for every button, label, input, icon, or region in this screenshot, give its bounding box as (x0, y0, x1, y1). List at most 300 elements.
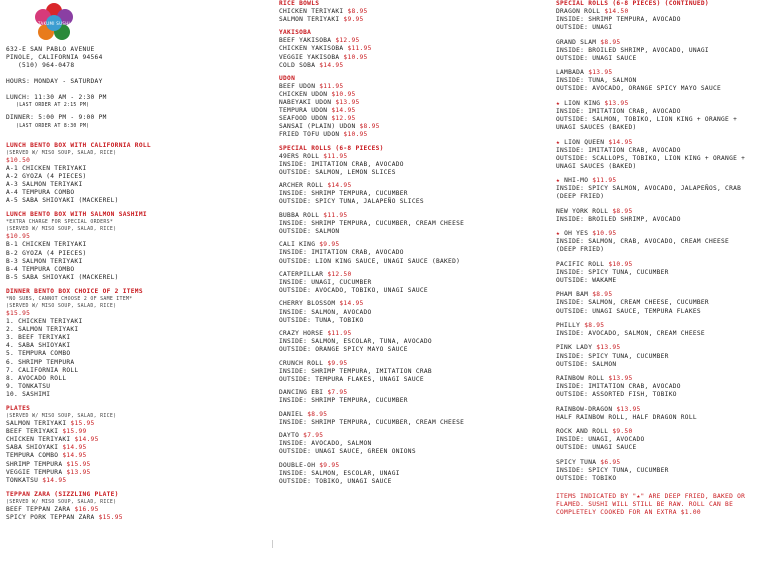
roll-header (279, 212, 539, 220)
roll-price: $9.50 (612, 428, 633, 436)
roll-item (556, 322, 778, 338)
menu-item-name: BEEF TERIYAKI (6, 428, 59, 436)
roll-name: CATERPILLAR (279, 270, 324, 278)
roll-description: INSIDE: SHRIMP TEMPURA, CUCUMBER, CREAM CHEESE (279, 418, 465, 426)
roll-name: DOUBLE-OH (279, 461, 316, 469)
menu-item-price: $15.95 (66, 460, 91, 468)
menu-item (6, 383, 256, 391)
menu-item (6, 173, 256, 181)
roll-header (279, 330, 539, 338)
menu-item-name: CHICKEN YAKISOBA (279, 45, 344, 53)
roll-item (556, 344, 778, 368)
menu-section (279, 0, 539, 24)
roll-description: INSIDE: SALMON, AVOCADO (279, 308, 372, 316)
roll-price: $13.95 (596, 344, 621, 352)
menu-item (6, 334, 256, 342)
roll-name: ROCK AND ROLL (556, 428, 609, 436)
roll-item (556, 177, 778, 201)
section-price: $10.95 (6, 233, 31, 241)
lunch-note: (LAST ORDER AT 2:15 PM) (16, 103, 90, 109)
roll-item (556, 375, 778, 399)
menu-item-name: B-4 TEMPURA COMBO (6, 265, 75, 273)
roll-header (279, 411, 539, 419)
roll-price: $10.95 (592, 230, 617, 238)
roll-description: INSIDE: IMITATION CRAB, AVOCADO (556, 383, 681, 391)
menu-item-name: 3. BEEF TERIYAKI (6, 334, 71, 342)
menu-section (279, 75, 539, 140)
menu-item-name: SHRIMP TEMPURA (6, 460, 63, 468)
roll-name: LION KING (564, 99, 601, 107)
roll-description: INSIDE: SALMON, ESCOLAR, TUNA, AVOCADO (279, 338, 432, 346)
roll-item (556, 459, 778, 483)
roll-description: UNAGI SAUCES (BAKED) (556, 162, 637, 170)
roll-description: OUTSIDE: UNAGI SAUCE (556, 54, 637, 62)
section-title: LUNCH BENTO BOX WITH SALMON SASHIMI (6, 211, 147, 219)
roll-description: INSIDE: BROILED SHRIMP, AVOCADO (556, 215, 681, 223)
section-title: PLATES (6, 405, 31, 412)
menu-item-name: BEEF TEPPAN ZARA (6, 505, 71, 513)
roll-item (556, 291, 778, 315)
menu-item-name: 9. TONKATSU (6, 382, 51, 390)
roll-price: $9.95 (327, 359, 348, 367)
section-note: (SERVED W/ MISO SOUP, SALAD, RICE) (6, 498, 117, 505)
roll-header (556, 459, 778, 467)
special-rolls-list (279, 153, 539, 486)
menu-item (279, 62, 539, 70)
roll-description: INSIDE: UNAGI, CUCUMBER (279, 279, 372, 286)
roll-name: NHI-MO (564, 177, 589, 185)
roll-header (556, 139, 778, 147)
roll-name: PHILLY (556, 321, 581, 329)
roll-price: $9.95 (319, 461, 340, 469)
roll-header (279, 300, 539, 308)
roll-description: OUTSIDE: ASSORTED FISH, TOBIKO (556, 391, 677, 399)
menu-item (279, 131, 539, 139)
menu-item (6, 469, 256, 477)
special-rolls-title: SPECIAL ROLLS (6-8 PIECES) (279, 144, 384, 152)
menu-item (279, 107, 539, 115)
section-title: LUNCH BENTO BOX WITH CALIFORNIA ROLL (6, 141, 151, 149)
section-price: $10.50 (6, 156, 31, 164)
roll-header (556, 375, 778, 383)
menu-item (6, 477, 256, 485)
noodle-sections (279, 0, 539, 140)
roll-price: $12.50 (327, 270, 352, 278)
roll-description: INSIDE: SPICY TUNA, CUCUMBER (556, 268, 669, 276)
section-note: *NO SUBS, CANNOT CHOOSE 2 OF SAME ITEM* (6, 295, 133, 302)
roll-description: OUTSIDE: TUNA, TOBIKO (279, 316, 364, 324)
menu-column-1 (6, 0, 256, 522)
menu-item-name: VEGGIE YAKISOBA (279, 53, 340, 61)
roll-description: OUTSIDE: TOBIKO (556, 474, 617, 482)
menu-column-3 (556, 0, 778, 517)
roll-name: GRAND SLAM (556, 38, 597, 46)
roll-description: INSIDE: AVOCADO, SALMON (279, 440, 372, 448)
menu-column-2 (279, 0, 539, 486)
flower-logo-icon (30, 2, 78, 46)
menu-item-name: VEGGIE TEMPURA (6, 468, 63, 476)
menu-item (6, 350, 256, 358)
menu-item-name: COLD SOBA (279, 61, 316, 69)
roll-item (556, 230, 778, 254)
roll-item (279, 389, 539, 405)
roll-item (279, 182, 539, 206)
menu-item (6, 181, 256, 189)
roll-price: $8.95 (612, 207, 633, 215)
roll-description: (DEEP FRIED) (556, 246, 605, 254)
section-title: TEPPAN ZARA (SIZZLING PLATE) (6, 490, 119, 498)
roll-name: OH YES (564, 230, 589, 238)
menu-item-name: 4. SABA SHIOYAKI (6, 342, 71, 350)
menu-item (6, 274, 256, 282)
column-divider (272, 540, 273, 548)
roll-description: INSIDE: IMITATION CRAB, AVOCADO (279, 160, 404, 168)
roll-name: DANIEL (279, 410, 304, 418)
roll-name: LAMBADA (556, 69, 585, 77)
phone-number: (510) 964-0478 (18, 62, 75, 70)
roll-item (279, 411, 539, 427)
menu-item-price: $14.95 (62, 444, 87, 452)
roll-description: INSIDE: SPICY TUNA, CUCUMBER (556, 466, 669, 474)
menu-item (279, 91, 539, 99)
roll-price: $13.95 (588, 69, 613, 77)
roll-name: RAINBOW-DRAGON (556, 405, 613, 413)
roll-item (556, 261, 778, 285)
roll-description: OUTSIDE: UNAGI SAUCE (556, 444, 637, 452)
menu-item (6, 444, 256, 452)
roll-price: $6.95 (600, 458, 621, 466)
menu-item (6, 375, 256, 383)
section-title: RICE BOWLS (279, 0, 320, 7)
roll-item (556, 39, 778, 63)
roll-price: $11.95 (592, 177, 617, 185)
menu-item (6, 420, 256, 428)
roll-header (556, 8, 778, 16)
roll-price: $11.95 (323, 152, 348, 160)
menu-section (6, 142, 256, 206)
menu-item-name: B-5 SABA SHIOYAKI (MACKEREL) (6, 273, 119, 281)
menu-item (279, 37, 539, 45)
menu-item-price: $10.95 (331, 90, 356, 98)
menu-item-price: $15.95 (70, 420, 95, 428)
menu-item-name: SABA SHIOYAKI (6, 444, 59, 452)
roll-header (279, 360, 539, 368)
menu-item (6, 266, 256, 274)
menu-item-price: $10.95 (343, 131, 368, 139)
section-title: DINNER BENTO BOX CHOICE OF 2 ITEMS (6, 287, 143, 295)
menu-section (6, 211, 256, 282)
roll-price: $7.95 (327, 389, 348, 397)
roll-header (556, 39, 778, 47)
roll-description: OUTSIDE: AVOCADO, ORANGE SPICY MAYO SAUCE (556, 85, 722, 93)
roll-description: INSIDE: IMITATION CRAB, AVOCADO (556, 146, 681, 154)
menu-item-name: CHICKEN TERIYAKI (6, 436, 71, 444)
address-line-2: PINOLE, CALIFORNIA 94564 (6, 54, 103, 62)
menu-item-price: $11.95 (319, 82, 344, 90)
roll-item (556, 69, 778, 93)
menu-item-price: $14.95 (62, 452, 87, 460)
roll-price: $13.95 (604, 99, 629, 107)
roll-price: $13.95 (616, 405, 641, 413)
menu-item-price: $11.95 (347, 45, 372, 53)
menu-item-name: A-3 SALMON TERIYAKI (6, 180, 83, 188)
roll-description: OUTSIDE: AVOCADO, TOBIKO, UNAGI SAUCE (279, 287, 428, 295)
star-icon: ★ (556, 138, 561, 146)
roll-price: $14.95 (327, 182, 352, 190)
menu-item-name: SEAFOOD UDON (279, 115, 328, 123)
menu-item (279, 16, 539, 24)
address-line-1: 632-E SAN PABLO AVENUE (6, 46, 95, 53)
roll-description: INSIDE: BROILED SHRIMP, AVOCADO, UNAGI (556, 46, 709, 54)
menu-item (279, 83, 539, 91)
special-rolls-continued-list (556, 8, 778, 483)
roll-header (279, 462, 539, 470)
roll-item (279, 212, 539, 236)
menu-item (279, 45, 539, 53)
menu-item-price: $13.95 (66, 468, 91, 476)
menu-section (6, 491, 256, 522)
menu-item (6, 318, 256, 326)
roll-description: UNAGI SAUCES (BAKED) (556, 124, 637, 132)
menu-item-name: A-1 CHICKEN TERIYAKI (6, 164, 87, 172)
roll-price: $8.95 (584, 321, 605, 329)
menu-item (6, 326, 256, 334)
menu-item-name: SANSAI (PLAIN) UDON (279, 123, 356, 131)
roll-description: INSIDE: UNAGI, AVOCADO (556, 436, 645, 444)
star-icon: ★ (556, 177, 561, 185)
menu-item-name: SPICY PORK TEPPAN ZARA (6, 514, 95, 522)
hours-label: HOURS: MONDAY - SATURDAY (6, 78, 103, 86)
roll-description: OUTSIDE: SALMON (556, 360, 617, 368)
roll-header (556, 291, 778, 299)
menu-item (6, 165, 256, 173)
menu-item-price: $13.95 (335, 99, 360, 107)
star-icon: ★ (556, 99, 561, 107)
menu-item-price: $14.95 (331, 107, 356, 115)
roll-item (279, 462, 539, 486)
section-note: (SERVED W/ MISO SOUP, SALAD, RICE) (6, 226, 117, 233)
section-note: *EXTRA CHARGE FOR SPECIAL ORDERS* (6, 219, 114, 226)
roll-price: $14.50 (604, 8, 629, 16)
menu-item (279, 99, 539, 107)
menu-item (6, 461, 256, 469)
roll-name: PACIFIC ROLL (556, 260, 605, 268)
menu-item-price: $14.95 (319, 61, 344, 69)
roll-description: INSIDE: AVOCADO, SALMON, CREAM CHEESE (556, 330, 705, 338)
menu-item-name: CHICKEN TERIYAKI (279, 8, 344, 16)
menu-item-price: $15.99 (62, 428, 87, 436)
roll-price: $11.95 (323, 211, 348, 219)
roll-description: OUTSIDE: UNAGI SAUCE, GREEN ONIONS (279, 448, 416, 456)
roll-header (279, 271, 539, 279)
roll-header (556, 230, 778, 238)
menu-item (6, 189, 256, 197)
footnote (556, 493, 778, 517)
roll-description: OUTSIDE: SALMON, TOBIKO, LION KING + ORANGE + (556, 116, 738, 124)
roll-item (279, 432, 539, 456)
roll-price: $11.95 (327, 330, 352, 338)
menu-item (6, 250, 256, 258)
roll-description: OUTSIDE: LION KING SAUCE, UNAGI SAUCE (BAKED) (279, 257, 461, 265)
roll-header (556, 322, 778, 330)
section-title: UDON (279, 74, 296, 82)
roll-description: INSIDE: SHRIMP TEMPURA, CUCUMBER, CREAM CHEESE (279, 219, 465, 227)
roll-description: INSIDE: SALMON, ESCOLAR, UNAGI (279, 469, 400, 477)
menu-item-name: A-2 GYOZA (4 PIECES) (6, 172, 87, 180)
roll-item (556, 100, 778, 132)
menu-item-name: FRIED TOFU UDON (279, 131, 340, 139)
roll-header (556, 406, 778, 414)
roll-description: OUTSIDE: SALMON (279, 227, 340, 235)
roll-price: $8.95 (592, 291, 613, 299)
roll-item (279, 300, 539, 324)
roll-description: INSIDE: SHRIMP TEMPURA, CUCUMBER (279, 190, 408, 198)
roll-price: $8.95 (307, 410, 328, 418)
menu-item-name: 8. AVOCADO ROLL (6, 374, 67, 382)
logo-text: TAKUMI SUSHI (37, 21, 71, 26)
roll-description: HALF RAINBOW ROLL, HALF DRAGON ROLL (556, 413, 697, 421)
menu-item (6, 452, 256, 460)
menu-section (279, 29, 539, 69)
menu-item-price: $15.95 (98, 514, 123, 522)
menu-item-price: $16.95 (74, 505, 99, 513)
roll-description: INSIDE: SHRIMP TEMPURA, CUCUMBER (279, 397, 408, 405)
menu-item-name: 7. CALIFORNIA ROLL (6, 366, 79, 374)
menu-item-name: 10. SASHIMI (6, 390, 51, 398)
menu-item-name: BEEF UDON (279, 82, 316, 90)
roll-price: $8.95 (600, 38, 621, 46)
roll-description: OUTSIDE: UNAGI (556, 24, 613, 32)
roll-description: OUTSIDE: WAKAME (556, 277, 617, 284)
roll-item (279, 153, 539, 177)
menu-item-name: CHICKEN UDON (279, 90, 328, 98)
section-note: (SERVED W/ MISO SOUP, SALAD, RICE) (6, 413, 117, 420)
roll-description: OUTSIDE: SALMON, LEMON SLICES (279, 168, 396, 176)
menu-item-name: B-2 GYOZA (4 PIECES) (6, 249, 87, 257)
roll-price: $14.95 (339, 300, 364, 308)
roll-item (556, 428, 778, 452)
menu-item-price: $8.95 (347, 8, 368, 16)
roll-header (279, 432, 539, 440)
menu-item (6, 342, 256, 350)
section-title: YAKISOBA (279, 29, 312, 37)
roll-name: NEW YORK ROLL (556, 207, 609, 215)
menu-item (6, 506, 256, 514)
star-icon: ★ (556, 230, 561, 238)
dinner-hours: DINNER: 5:00 PM - 9:00 PM (6, 114, 107, 122)
roll-description: INSIDE: SPICY SALMON, AVOCADO, JALAPEÑOS, CRAB (556, 185, 742, 193)
roll-description: INSIDE: TUNA, SALMON (556, 77, 637, 85)
roll-name: PINK LADY (556, 344, 593, 352)
menu-item (6, 514, 256, 522)
roll-description: INSIDE: IMITATION CRAB, AVOCADO (279, 249, 404, 257)
roll-header (556, 344, 778, 352)
roll-item (556, 139, 778, 171)
menu-item-price: $10.95 (343, 53, 368, 61)
menu-item (6, 391, 256, 399)
section-price: $15.95 (6, 309, 31, 317)
menu-item-name: SALMON TERIYAKI (6, 420, 67, 428)
roll-price: $13.95 (608, 375, 633, 383)
roll-price: $14.95 (608, 138, 633, 146)
roll-header (279, 389, 539, 397)
roll-name: PHAM BAM (556, 291, 589, 299)
menu-item-price: $9.95 (343, 16, 364, 24)
roll-description: INSIDE: SPICY TUNA, CUCUMBER (556, 352, 669, 360)
menu-item (6, 258, 256, 266)
roll-item (279, 330, 539, 354)
roll-header (556, 69, 778, 77)
roll-description: OUTSIDE: SCALLOPS, TOBIKO, LION KING + ORANGE + (556, 154, 746, 162)
roll-header (556, 261, 778, 269)
menu-item-price: $12.95 (335, 37, 360, 45)
menu-item-name: NABEYAKI UDON (279, 99, 332, 107)
roll-header (279, 182, 539, 190)
roll-price: $10.95 (608, 260, 633, 268)
section-note: (SERVED W/ MISO SOUP, SALAD, RICE) (6, 149, 117, 156)
roll-name: DRAGON ROLL (556, 8, 601, 16)
menu-item (6, 359, 256, 367)
menu-item (6, 197, 256, 205)
menu-item (6, 428, 256, 436)
menu-item-name: 5. TEMPURA COMBO (6, 350, 71, 358)
menu-item (6, 436, 256, 444)
menu-item (279, 8, 539, 16)
roll-name: SPICY TUNA (556, 458, 597, 466)
col1-sections (6, 142, 256, 523)
roll-name: CHERRY BLOSSOM (279, 300, 336, 308)
roll-item (279, 360, 539, 384)
roll-name: BUBBA ROLL (279, 211, 320, 219)
roll-header (556, 100, 778, 108)
menu-item-name: A-4 TEMPURA COMBO (6, 189, 75, 197)
footnote-line: COMPLETELY COOKED FOR AN EXTRA $1.00 (556, 509, 701, 517)
menu-item (279, 123, 539, 131)
roll-description: INSIDE: SHRIMP TEMPURA, AVOCADO (556, 16, 681, 24)
menu-item-name: BEEF YAKISOBA (279, 37, 332, 45)
special-rolls-continued-title: SPECIAL ROLLS (6-8 PIECES) (CONTINUED) (556, 0, 709, 7)
restaurant-info (6, 46, 256, 130)
menu-item-name: 1. CHICKEN TERIYAKI (6, 318, 83, 326)
roll-name: CRUNCH ROLL (279, 359, 324, 367)
roll-price: $7.95 (303, 432, 324, 440)
roll-item (556, 8, 778, 32)
roll-name: RAINBOW ROLL (556, 375, 605, 383)
menu-item-price: $14.95 (42, 476, 67, 484)
menu-item-name: A-5 SABA SHIOYAKI (MACKEREL) (6, 197, 119, 205)
roll-header (556, 208, 778, 216)
menu-item (279, 54, 539, 62)
menu-item-name: 2. SALMON TERIYAKI (6, 326, 79, 334)
roll-name: ARCHER ROLL (279, 182, 324, 190)
menu-section (6, 405, 256, 485)
footnote-line: FLAMED. SUSHI WILL STILL BE RAW. ROLL CAN BE (556, 501, 734, 509)
menu-item (6, 241, 256, 249)
roll-name: 49ERS ROLL (279, 152, 320, 160)
roll-description: INSIDE: IMITATION CRAB, AVOCADO (556, 107, 681, 115)
menu-item-name: TEMPURA COMBO (6, 452, 59, 460)
roll-description: OUTSIDE: ORANGE SPICY MAYO SAUCE (279, 346, 408, 354)
roll-description: INSIDE: SALMON, CREAM CHEESE, CUCUMBER (556, 299, 709, 307)
roll-item (556, 406, 778, 422)
menu-item-name: 6. SHRIMP TEMPURA (6, 358, 75, 366)
dinner-note: (LAST ORDER AT 8:30 PM) (16, 123, 90, 129)
roll-name: CALI KING (279, 241, 316, 249)
menu-item-name: B-1 CHICKEN TERIYAKI (6, 241, 87, 249)
menu-item-name: SALMON TERIYAKI (279, 16, 340, 24)
menu-item-price: $12.95 (331, 115, 356, 123)
roll-item (556, 208, 778, 224)
